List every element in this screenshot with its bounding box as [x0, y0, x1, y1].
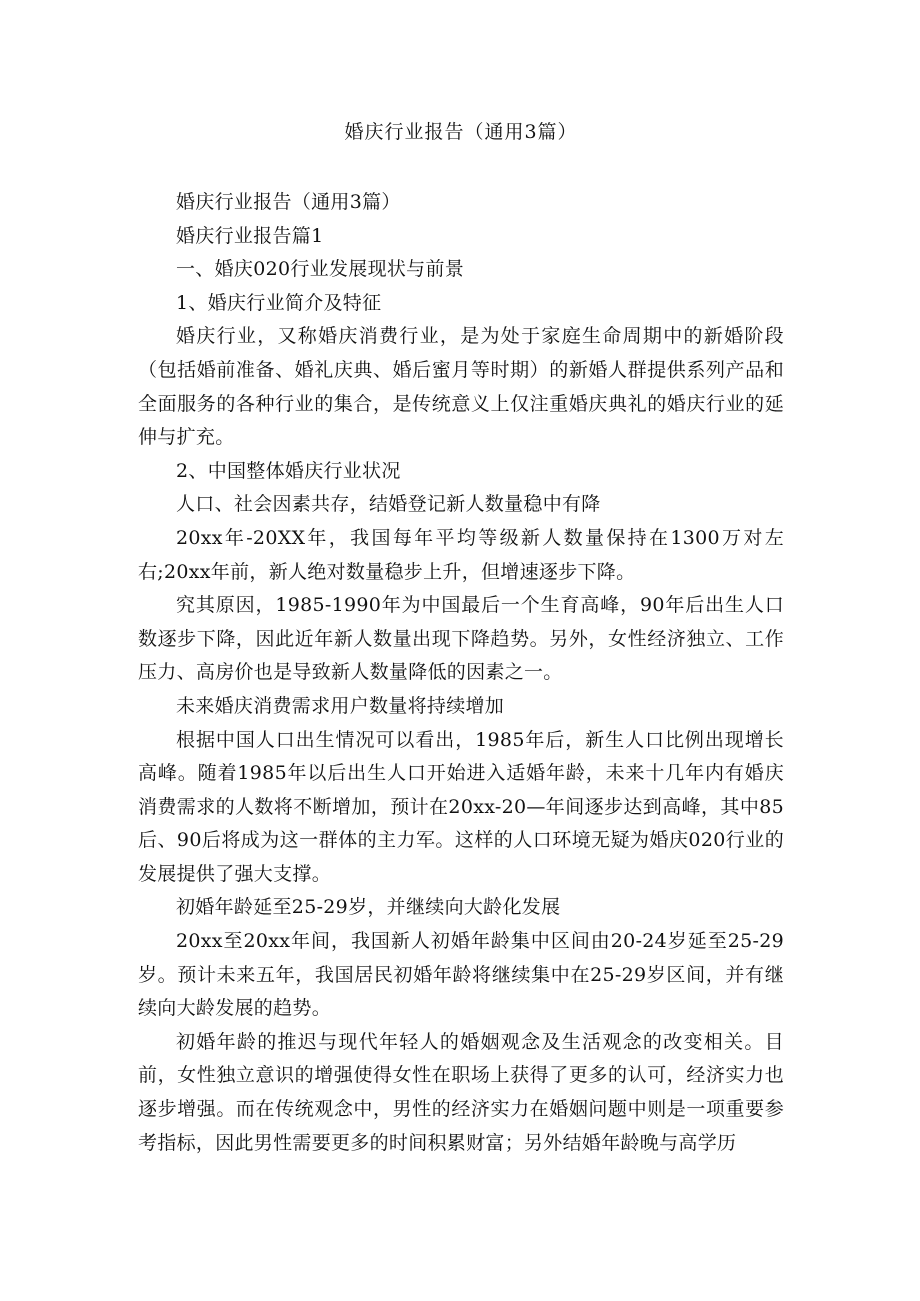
paragraph-14: 初婚年龄的推迟与现代年轻人的婚姻观念及生活观念的改变相关。目前，女性独立意识的增强使得女性在职场上获得了更多的认可，经济实力也逐步增强。而在传统观念中，男性的经济实力在婚姻问题中则是一项重要参考指标，因此男性需要更多的时间积累财富；另外结婚年龄晚与高学历	[138, 1030, 784, 1154]
document-body	[138, 186, 784, 1160]
paragraph-3: 一、婚庆020行业发展现状与前景	[176, 258, 465, 281]
paragraph-7: 人口、社会因素共存，结婚登记新人数量稳中有降	[176, 493, 601, 516]
paragraph-5: 婚庆行业，又称婚庆消费行业，是为处于家庭生命周期中的新婚阶段（包括婚前准备、婚礼庆典、婚后蜜月等时期）的新婚人群提供系列产品和全面服务的各种行业的集合，是传统意义上仅注重婚庆典礼的婚庆行业的延伸与扩充。	[138, 325, 784, 449]
paragraph-13: 20xx至20xx年间，我国新人初婚年龄集中区间由20-24岁延至25-29岁。预计未来五年，我国居民初婚年龄将继续集中在25-29岁区间，并有继续向大龄发展的趋势。	[138, 930, 784, 1020]
paragraph-4: 1、婚庆行业简介及特征	[176, 291, 382, 314]
paragraph-10: 未来婚庆消费需求用户数量将持续增加	[176, 694, 505, 717]
document-page	[138, 0, 784, 1160]
paragraph-11: 根据中国人口出生情况可以看出，1985年后，新生人口比例出现增长高峰。随着1985年以后出生人口开始进入适婚年龄，未来十几年内有婚庆消费需求的人数将不断增加，预计在20xx-20—年间逐步达到高峰，其中85后、90后将成为这一群体的主力军。这样的人口环境无疑为婚庆020行业的发展提供了强大支撑。	[138, 728, 784, 885]
paragraph-2: 婚庆行业报告篇1	[176, 224, 324, 247]
paragraph-12: 初婚年龄延至25-29岁，并继续向大龄化发展	[176, 896, 561, 919]
document-title: 婚庆行业报告（通用3篇）	[344, 121, 578, 143]
paragraph-6: 2、中国整体婚庆行业状况	[176, 459, 401, 482]
paragraph-1: 婚庆行业报告（通用3篇）	[176, 191, 401, 213]
paragraph-9: 究其原因，1985-1990年为中国最后一个生育高峰，90年后出生人口数逐步下降，因此近年新人数量出现下降趋势。另外，女性经济独立、工作压力、高房价也是导致新人数量降低的因素之一。	[138, 594, 784, 684]
paragraph-8: 20xx年-20XX年，我国每年平均等级新人数量保持在1300万对左右;20xx年前，新人绝对数量稳步上升，但增速逐步下降。	[138, 526, 784, 583]
